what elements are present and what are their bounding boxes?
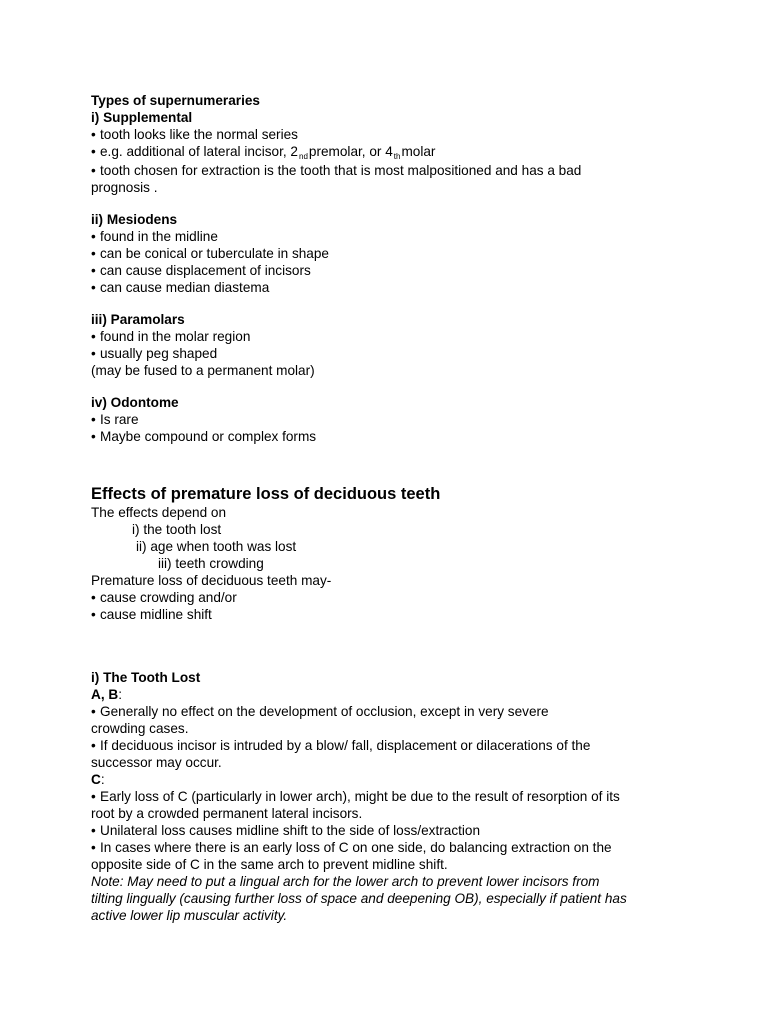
bullet-icon: • [91, 429, 96, 444]
bullet-icon: • [91, 280, 96, 295]
paramolars-note: (may be fused to a permanent molar) [91, 363, 315, 378]
supernumeraries-title: Types of supernumeraries [91, 93, 260, 108]
bullet-icon: • [91, 590, 96, 605]
bullet-icon: • [91, 144, 96, 159]
list-item: • Is rare [91, 412, 139, 427]
supplemental-heading: i) Supplemental [91, 110, 193, 125]
list-item: • Early loss of C (particularly in lower arch), might be due to the result of resorption of its [91, 789, 620, 804]
bullet-icon: • [91, 840, 96, 855]
list-item-continuation: prognosis . [91, 180, 158, 195]
list-item: • In cases where there is an early loss of C on one side, do balancing extraction on the [91, 840, 612, 855]
section-title: Effects of premature loss of deciduous teeth [91, 485, 441, 503]
tooth-lost-heading: i) The Tooth Lost [91, 670, 201, 685]
factor-item: iii) teeth crowding [158, 556, 264, 571]
list-item: • can cause median diastema [91, 280, 270, 295]
list-item: • cause midline shift [91, 607, 212, 622]
note-line: tilting lingually (causing further loss of space and deepening OB), especially if patient has [91, 891, 627, 906]
odontome-heading: iv) Odontome [91, 395, 179, 410]
list-item: • Unilateral loss causes midline shift to the side of loss/extraction [91, 823, 481, 838]
factor-item: ii) age when tooth was lost [136, 539, 297, 554]
list-item: • tooth chosen for extraction is the tooth that is most malpositioned and has a bad [91, 163, 582, 178]
effects-intro: The effects depend on [91, 505, 227, 520]
list-item: • Generally no effect on the development of occlusion, except in very severe [91, 704, 549, 719]
bullet-icon: • [91, 229, 96, 244]
bullet-icon: • [91, 246, 96, 261]
list-item: • can be conical or tuberculate in shape [91, 246, 329, 261]
bullet-icon: • [91, 346, 96, 361]
list-item: • found in the molar region [91, 329, 251, 344]
mesiodens-heading: ii) Mesiodens [91, 212, 178, 227]
bullet-icon: • [91, 329, 96, 344]
paramolars-heading: iii) Paramolars [91, 312, 185, 327]
factor-item: i) the tooth lost [132, 522, 222, 537]
list-item: • Maybe compound or complex forms [91, 429, 317, 444]
list-item: • can cause displacement of incisors [91, 263, 311, 278]
bullet-icon: • [91, 789, 96, 804]
list-item-continuation: opposite side of C in the same arch to prevent midline shift. [91, 857, 448, 872]
list-item: • e.g. additional of lateral incisor, $2_{nd}premolar$, or $4_{th}molar$ [91, 144, 436, 161]
effects-may: Premature loss of deciduous teeth may- [91, 573, 332, 588]
list-item-continuation: root by a crowded permanent lateral incisors. [91, 806, 363, 821]
bullet-icon: • [91, 738, 96, 753]
bullet-icon: • [91, 263, 96, 278]
bullet-icon: • [91, 163, 96, 178]
bullet-icon: • [91, 412, 96, 427]
document-body [91, 92, 671, 924]
list-item: • cause crowding and/or [91, 590, 237, 605]
list-item-continuation: crowding cases. [91, 721, 189, 736]
note-line: Note: May need to put a lingual arch for the lower arch to prevent lower incisors from [91, 874, 600, 889]
list-item: • usually peg shaped [91, 346, 218, 361]
ab-label: A, B: [91, 687, 122, 702]
bullet-icon: • [91, 607, 96, 622]
bullet-icon: • [91, 823, 96, 838]
bullet-icon: • [91, 704, 96, 719]
note-line: active lower lip muscular activity. [91, 908, 288, 923]
list-item: • found in the midline [91, 229, 218, 244]
list-item: • tooth looks like the normal series [91, 127, 298, 142]
list-item: • If deciduous incisor is intruded by a blow/ fall, displacement or dilacerations of the [91, 738, 591, 753]
list-item-continuation: successor may occur. [91, 755, 222, 770]
c-label: C: [91, 772, 105, 787]
bullet-icon: • [91, 127, 96, 142]
